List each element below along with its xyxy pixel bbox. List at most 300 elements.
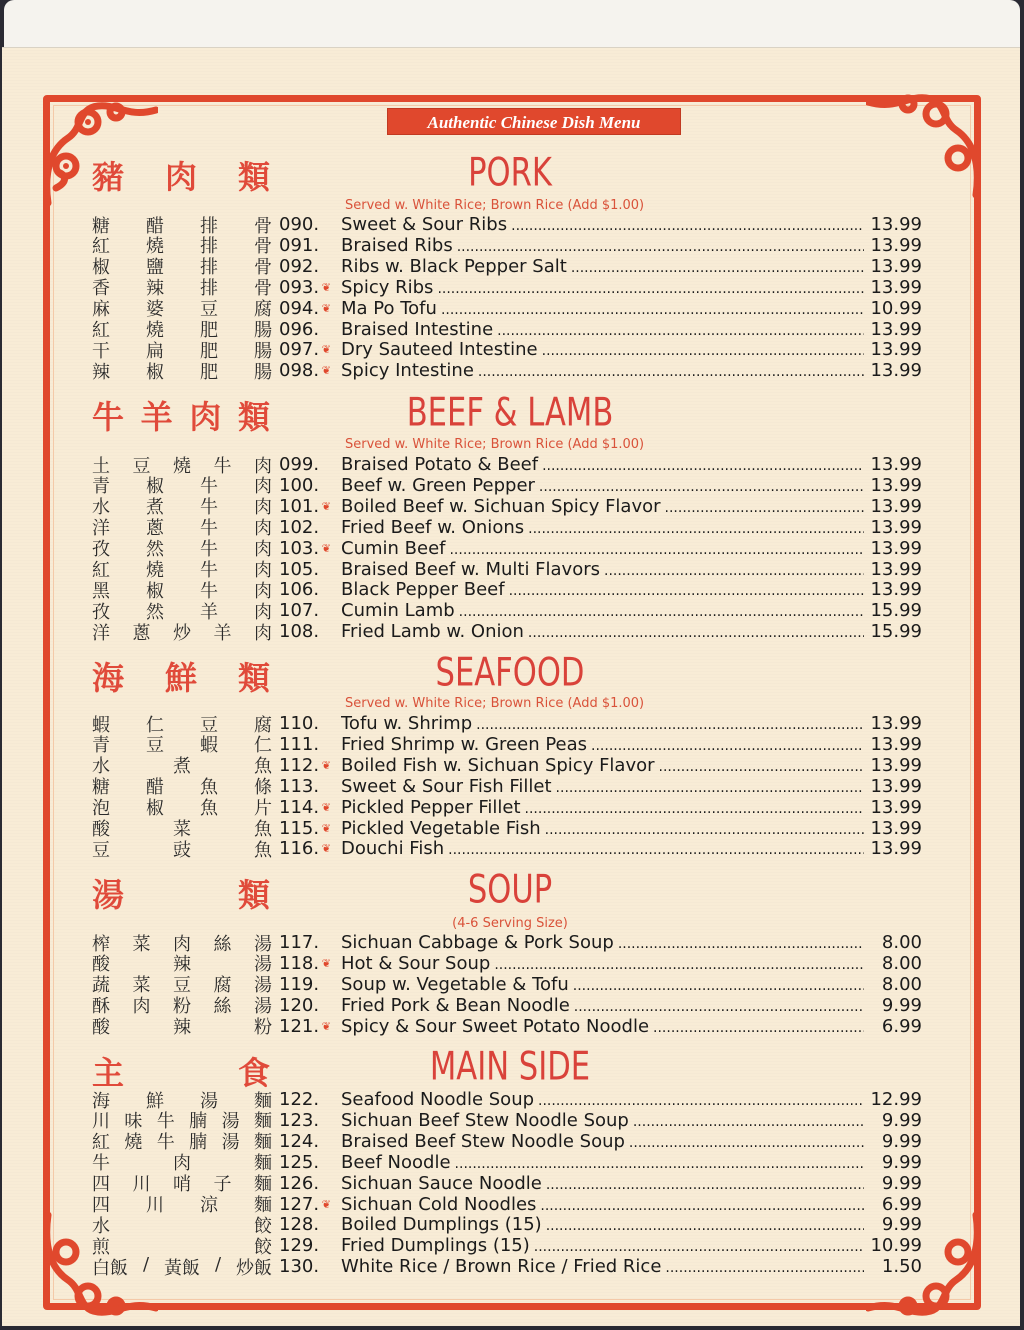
chinese-char: 椒	[146, 580, 164, 602]
chinese-char: 燒	[124, 1132, 143, 1154]
chinese-char: 麵	[253, 1132, 272, 1154]
item-number	[279, 1173, 325, 1194]
section-english-title: PORK	[468, 150, 552, 196]
item-price: 13.99	[870, 360, 922, 382]
chinese-char: 黃飯	[163, 1257, 200, 1279]
item-price: 6.99	[881, 1193, 922, 1215]
item-name-text: Sichuan Cabbage & Pork Soup	[341, 932, 614, 953]
chinese-char: 排	[200, 257, 218, 279]
item-number	[279, 776, 325, 797]
chinese-char: 白飯	[92, 1257, 128, 1279]
item-number	[279, 1089, 325, 1110]
item-number-text: 118.	[279, 952, 320, 974]
item-number-text: 098.	[279, 360, 320, 382]
dot-leader	[497, 319, 864, 340]
dot-leader	[618, 932, 864, 953]
chinese-char: 排	[200, 278, 218, 300]
item-price: 15.99	[870, 600, 922, 622]
chinese-char: 菜	[132, 975, 151, 997]
chinese-char: 麵	[253, 1111, 272, 1133]
chinese-char: 四	[92, 1195, 110, 1216]
chinese-char: 魚	[200, 798, 218, 820]
dot-leader	[540, 1194, 864, 1215]
item-number-text: 107.	[279, 600, 320, 622]
item-price: 13.99	[870, 558, 922, 580]
section-chinese-title	[92, 392, 270, 438]
menu-item-row[interactable]	[92, 838, 922, 859]
dot-leader	[665, 1256, 864, 1277]
chinese-char: 干	[92, 340, 110, 362]
item-number-text: 108.	[279, 621, 320, 643]
chinese-char: 牛	[213, 455, 232, 477]
chili-pepper-icon: ❦	[321, 842, 331, 856]
item-number-text: 101.	[279, 495, 320, 517]
item-price: 13.99	[870, 255, 922, 277]
chinese-char: 豆	[200, 714, 218, 736]
chinese-char: 豉	[173, 839, 191, 861]
item-number	[279, 817, 331, 839]
item-price: 13.99	[870, 234, 922, 256]
chinese-char: 燒	[146, 560, 164, 581]
chinese-char: 香	[92, 278, 110, 300]
chinese-char: 黑	[92, 580, 110, 602]
item-number-text: 090.	[279, 214, 320, 235]
item-number-text: 127.	[279, 1193, 320, 1215]
chinese-char: 水	[92, 756, 110, 778]
chinese-char: 湯	[221, 1111, 240, 1133]
chinese-char: 肉	[254, 455, 272, 477]
item-name-text: Beef Noodle	[341, 1151, 451, 1173]
item-english-name	[341, 1235, 868, 1256]
chinese-char: 酸	[92, 819, 110, 840]
section-english-title: SEAFOOD	[435, 650, 585, 696]
chinese-char: 醋	[146, 215, 164, 237]
item-chinese-name	[92, 1013, 272, 1039]
chinese-title-char: 肉	[164, 158, 197, 196]
chinese-char: 湯	[254, 975, 272, 997]
chinese-title-char: 湯	[92, 876, 125, 914]
chinese-char: 泡	[92, 798, 110, 820]
dot-leader	[546, 1173, 864, 1194]
item-number-text: 111.	[279, 733, 320, 755]
chinese-char: 紅	[92, 560, 110, 581]
dot-leader	[528, 621, 864, 642]
menu-banner-title: Authentic Chinese Dish Menu	[387, 108, 681, 135]
chinese-char: 腐	[254, 299, 272, 321]
item-price: 1.50	[881, 1256, 922, 1278]
dot-leader	[653, 1016, 864, 1037]
item-english-name	[341, 1131, 868, 1152]
item-number-text: 117.	[279, 932, 320, 953]
chinese-char: 湯	[221, 1132, 240, 1154]
item-english-name	[341, 475, 868, 496]
item-name-text: Boiled Beef w. Sichuan Spicy Flavor	[341, 495, 661, 517]
item-name-text: Sichuan Cold Noodles	[341, 1193, 537, 1215]
chinese-char: 肉	[173, 1153, 191, 1175]
chinese-char: 牛	[200, 518, 218, 540]
item-number-text: 099.	[279, 454, 320, 475]
chinese-char: 腐	[213, 975, 232, 997]
item-number	[279, 734, 325, 755]
item-number-text: 102.	[279, 516, 320, 538]
chinese-char: 水	[92, 1215, 110, 1237]
chinese-char: 洋	[92, 518, 110, 540]
dot-leader	[455, 1152, 864, 1173]
dot-leader	[525, 797, 864, 818]
chinese-char: 肉	[254, 601, 272, 623]
chinese-char: 豆	[173, 975, 191, 997]
chinese-char: 孜	[92, 601, 110, 623]
item-price: 8.00	[881, 952, 922, 974]
chinese-char: 椒	[146, 798, 164, 820]
item-number	[279, 1131, 325, 1152]
item-name-text: Sweet & Sour Fish Fillet	[341, 775, 552, 797]
item-number	[279, 579, 325, 600]
chinese-char: 孜	[92, 539, 110, 561]
item-price: 13.99	[870, 754, 922, 776]
item-price: 13.99	[870, 796, 922, 818]
chinese-char: 鮮	[146, 1090, 164, 1112]
item-name-text: Braised Beef w. Multi Flavors	[341, 558, 600, 580]
chinese-char: 牛	[200, 476, 218, 498]
chinese-char: 涼	[200, 1195, 218, 1216]
item-name-text: Dry Sauteed Intestine	[341, 339, 538, 361]
item-number-text: 091.	[279, 234, 320, 256]
item-name-text: Spicy Intestine	[341, 360, 474, 382]
item-number-text: 125.	[279, 1151, 320, 1173]
item-name-text: Ma Po Tofu	[341, 297, 437, 319]
item-number-text: 103.	[279, 537, 320, 559]
chinese-char: 片	[254, 798, 272, 820]
chinese-char: 青	[92, 735, 110, 757]
menu-item-row[interactable]	[92, 1253, 922, 1279]
item-number-text: 105.	[279, 558, 320, 580]
chili-pepper-icon: ❦	[321, 956, 331, 970]
item-name-text: White Rice / Brown Rice / Fried Rice	[341, 1256, 662, 1278]
chinese-char: 洋	[92, 622, 110, 644]
item-number	[279, 600, 325, 621]
chinese-char: 煎	[92, 1236, 110, 1258]
item-name-text: Fried Lamb w. Onion	[341, 621, 524, 643]
chinese-title-char: 食	[237, 1054, 270, 1092]
item-chinese-name	[92, 358, 272, 384]
item-price: 9.99	[881, 1109, 922, 1131]
section-subtitle: (4-6 Serving Size)	[452, 916, 568, 931]
chinese-char: 蝦	[200, 735, 218, 757]
chinese-char: 哨	[173, 1174, 191, 1196]
chinese-char: 肉	[173, 933, 191, 955]
chili-pepper-icon: ❦	[321, 1019, 331, 1033]
item-number	[279, 754, 331, 776]
item-name-text: Spicy Ribs	[341, 276, 434, 298]
chinese-char: /	[214, 1253, 222, 1275]
chinese-char: 椒	[146, 476, 164, 498]
chinese-char: 四	[92, 1174, 110, 1196]
chili-pepper-icon: ❦	[321, 800, 331, 814]
item-english-name	[341, 776, 868, 797]
item-number-text: 100.	[279, 474, 320, 496]
item-name-text: Douchi Fish	[341, 838, 445, 860]
item-number	[279, 319, 325, 340]
item-number	[279, 995, 325, 1016]
item-english-name	[341, 713, 868, 734]
item-price: 13.99	[870, 579, 922, 601]
chinese-char: 糖	[92, 215, 110, 237]
item-english-name	[341, 256, 868, 277]
item-number-text: 120.	[279, 994, 320, 1016]
dot-leader	[494, 953, 864, 974]
chinese-char: 川	[92, 1111, 110, 1133]
item-name-text: Braised Ribs	[341, 234, 453, 256]
section-chinese-title	[92, 870, 270, 916]
item-english-name	[341, 214, 868, 235]
menu-item-row[interactable]	[92, 360, 922, 381]
item-name-text: Boiled Fish w. Sichuan Spicy Flavor	[341, 754, 655, 776]
chinese-char: 魚	[254, 756, 272, 778]
item-number	[279, 495, 331, 517]
item-name-text: Boiled Dumplings (15)	[341, 1214, 542, 1236]
chinese-char: 肥	[200, 340, 218, 362]
chili-pepper-icon: ❦	[321, 1197, 331, 1211]
item-price: 13.99	[870, 838, 922, 860]
item-price: 12.99	[870, 1089, 922, 1110]
item-number	[279, 838, 331, 860]
item-price: 9.99	[881, 1130, 922, 1152]
item-english-name	[341, 1152, 868, 1173]
item-number	[279, 1214, 325, 1235]
item-name-text: Sichuan Sauce Noodle	[341, 1172, 542, 1194]
item-english-name	[341, 538, 868, 559]
chinese-char: 魚	[200, 777, 218, 799]
chinese-char: 牛	[156, 1111, 175, 1133]
item-english-name	[341, 454, 868, 475]
chili-pepper-icon: ❦	[321, 280, 331, 294]
chinese-char: 青	[92, 476, 110, 498]
item-name-text: Pickled Vegetable Fish	[341, 817, 541, 839]
chinese-char: 羊	[200, 601, 218, 623]
item-name-text: Sweet & Sour Ribs	[341, 214, 508, 235]
item-price: 6.99	[881, 1015, 922, 1037]
section-subtitle: Served w. White Rice; Brown Rice (Add $1.00)	[345, 437, 645, 452]
item-price: 13.99	[870, 516, 922, 538]
chinese-char: 麻	[92, 299, 110, 321]
item-number-text: 122.	[279, 1089, 320, 1110]
item-number	[279, 360, 331, 382]
item-number	[279, 475, 325, 496]
item-price: 13.99	[870, 733, 922, 755]
chinese-char: 子	[213, 1174, 232, 1196]
item-number	[279, 974, 325, 995]
item-english-name	[341, 1173, 868, 1194]
chinese-char: 酸	[92, 954, 110, 976]
item-price: 13.99	[870, 214, 922, 235]
chinese-char: 榨	[92, 933, 110, 955]
chinese-char: 豆	[132, 455, 151, 477]
chinese-char: 海	[92, 1090, 110, 1112]
item-english-name	[341, 621, 868, 642]
item-number	[279, 1256, 325, 1277]
chinese-char: 粉	[173, 996, 191, 1018]
chinese-char: 紅	[92, 320, 110, 341]
chinese-char: 煮	[173, 756, 191, 778]
item-price: 9.99	[881, 1214, 922, 1236]
chinese-char: 蔥	[146, 518, 164, 540]
chinese-char: 燒	[146, 236, 164, 258]
item-number	[279, 454, 325, 475]
chinese-char: 肉	[254, 560, 272, 581]
item-name-text: Spicy & Sour Sweet Potato Noodle	[341, 1015, 650, 1037]
dot-leader	[573, 974, 864, 995]
dot-leader	[604, 559, 864, 580]
item-number	[279, 1015, 331, 1037]
chinese-char: 骨	[254, 215, 272, 237]
chinese-char: 牛	[92, 1153, 110, 1175]
item-name-text: Braised Potato & Beef	[341, 454, 539, 475]
item-english-name	[341, 755, 868, 776]
dot-leader	[457, 235, 864, 256]
item-english-name	[341, 974, 868, 995]
item-number	[279, 621, 325, 642]
item-number-text: 115.	[279, 817, 320, 839]
section-subtitle: Served w. White Rice; Brown Rice (Add $1.00)	[345, 696, 645, 711]
item-english-name	[341, 1194, 868, 1215]
chinese-title-char: 羊	[140, 398, 173, 436]
chinese-char: 肉	[132, 996, 151, 1018]
dot-leader	[478, 360, 864, 381]
item-english-name	[341, 496, 868, 517]
chinese-char: 麵	[254, 1174, 272, 1196]
item-number-text: 096.	[279, 318, 320, 340]
item-number	[279, 1235, 325, 1256]
chili-pepper-icon: ❦	[321, 343, 331, 357]
chinese-char: 麵	[254, 1153, 272, 1175]
item-number-text: 097.	[279, 339, 320, 361]
dot-leader	[441, 298, 864, 319]
chinese-char: 餃	[254, 1215, 272, 1237]
chinese-char: 湯	[254, 933, 272, 955]
chinese-char: 腸	[254, 340, 272, 362]
chinese-char: 椒	[146, 361, 164, 383]
dot-leader	[659, 755, 864, 776]
chinese-char: 蔬	[92, 975, 110, 997]
chinese-char: 牛	[200, 560, 218, 581]
item-name-text: Fried Dumplings (15)	[341, 1235, 530, 1257]
item-price: 9.99	[881, 1172, 922, 1194]
item-number	[279, 297, 331, 319]
item-name-text: Soup w. Vegetable & Tofu	[341, 973, 569, 995]
chinese-char: 腐	[254, 714, 272, 736]
section-subtitle: Served w. White Rice; Brown Rice (Add $1.00)	[345, 198, 645, 213]
chinese-char: 蔥	[132, 622, 151, 644]
item-number	[279, 952, 331, 974]
chinese-char: /	[142, 1253, 150, 1275]
chinese-title-char: 類	[237, 659, 270, 697]
chinese-title-char: 牛	[92, 398, 125, 436]
chinese-char: 腸	[254, 320, 272, 341]
item-price: 13.99	[870, 339, 922, 361]
dot-leader	[574, 995, 864, 1016]
item-english-name	[341, 818, 868, 839]
item-number	[279, 713, 325, 734]
item-price: 9.99	[881, 1151, 922, 1173]
item-number-text: 121.	[279, 1015, 320, 1037]
chinese-char: 味	[124, 1111, 143, 1133]
chili-pepper-icon: ❦	[321, 758, 331, 772]
item-price: 8.00	[881, 932, 922, 953]
chinese-char: 麵	[254, 1090, 272, 1112]
item-english-name	[341, 1256, 868, 1277]
item-price: 13.99	[870, 817, 922, 839]
item-name-text: Fried Beef w. Onions	[341, 516, 525, 538]
item-number	[279, 1193, 331, 1215]
chinese-char: 腩	[189, 1111, 208, 1133]
chinese-char: 蝦	[92, 714, 110, 736]
item-price: 13.99	[870, 474, 922, 496]
item-number	[279, 932, 325, 953]
chinese-char: 紅	[92, 236, 110, 258]
chinese-title-char: 豬	[92, 158, 125, 196]
chinese-char: 土	[92, 455, 110, 477]
item-number-text: 112.	[279, 754, 320, 776]
chinese-char: 條	[254, 777, 272, 799]
item-number-text: 128.	[279, 1214, 320, 1236]
chinese-char: 菜	[132, 933, 151, 955]
item-chinese-name	[92, 1254, 272, 1280]
chinese-char: 婆	[146, 299, 164, 321]
item-name-text: Cumin Beef	[341, 537, 446, 559]
item-name-text: Cumin Lamb	[341, 600, 455, 622]
item-chinese-name	[92, 836, 272, 862]
item-english-name	[341, 339, 868, 360]
chinese-title-char: 主	[92, 1054, 125, 1092]
item-name-text: Hot & Sour Soup	[341, 952, 491, 974]
chili-pepper-icon: ❦	[321, 301, 331, 315]
dot-leader	[591, 734, 864, 755]
chinese-char: 餃	[254, 1236, 272, 1258]
item-number	[279, 1110, 325, 1131]
menu-item-row[interactable]	[92, 621, 922, 642]
item-number-text: 116.	[279, 838, 320, 860]
menu-item-row[interactable]	[92, 1016, 922, 1037]
item-number-text: 124.	[279, 1130, 320, 1152]
dot-leader	[528, 517, 864, 538]
item-number-text: 130.	[279, 1256, 320, 1278]
dot-leader	[459, 600, 864, 621]
chinese-char: 肉	[254, 622, 272, 644]
item-number-text: 114.	[279, 796, 320, 818]
chinese-char: 醋	[146, 777, 164, 799]
item-english-name	[341, 1016, 868, 1037]
chinese-char: 酥	[92, 996, 110, 1018]
chinese-char: 腩	[189, 1132, 208, 1154]
item-english-name	[341, 579, 868, 600]
item-price: 9.99	[881, 994, 922, 1016]
item-number	[279, 796, 331, 818]
item-name-text: Sichuan Beef Stew Noodle Soup	[341, 1109, 629, 1131]
chinese-char: 炒飯	[235, 1257, 272, 1279]
item-number	[279, 276, 331, 298]
dot-leader	[476, 713, 864, 734]
dot-leader	[448, 838, 864, 859]
section-english-title: MAIN SIDE	[429, 1044, 591, 1090]
chinese-char: 湯	[254, 954, 272, 976]
chinese-char: 牛	[200, 497, 218, 519]
chinese-char: 牛	[200, 539, 218, 561]
item-price: 13.99	[870, 276, 922, 298]
chinese-char: 然	[146, 539, 164, 561]
chinese-char: 肥	[200, 320, 218, 341]
item-number-text: 126.	[279, 1172, 320, 1194]
